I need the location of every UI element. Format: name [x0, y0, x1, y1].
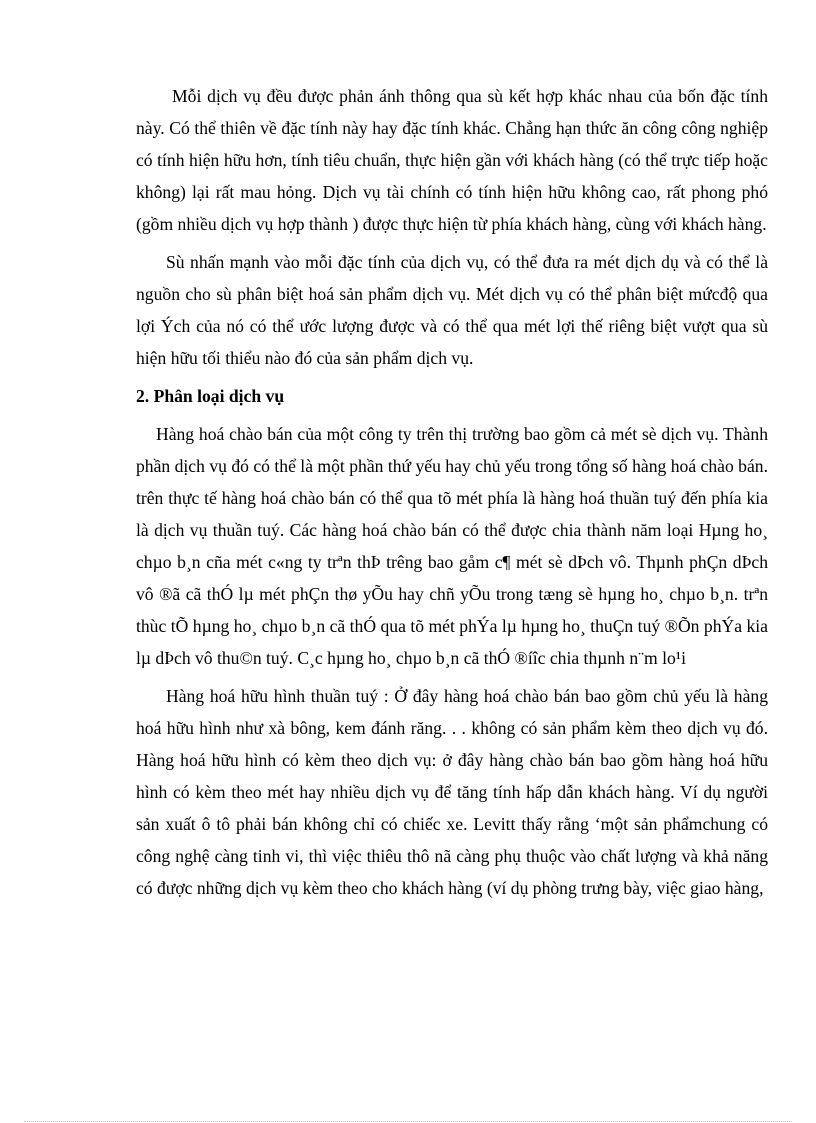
paragraph-goods-offering: Hàng hoá chào bán của một công ty trên thị trường bao gồm cả mét sè dịch vụ. Thành phần dịch vụ đó có thể là một phần thứ yếu hay chủ yếu trong tổng số hàng hoá chào bán. trên thực tế hàng hoá chào bán có thể qua tõ mét phía là hàng hoá thuần tuý đến phía kia là dịch vụ thuần tuý. Các hàng hoá chào bán có thể được chia thành năm loại Hµng ho¸ chµo b¸n cña mét c«ng ty trªn thÞ trêng bao gåm c¶ mét sè dÞch vô. Thµnh phÇn dÞch vô ®ã cã thÓ lµ mét phÇn thø yÕu hay chñ yÕu trong tæng sè hµng ho¸ chµo b¸n. trªn thùc tÕ hµng ho¸ chµo b¸n cã thÓ qua tõ mét phÝa lµ hµng ho¸ thuÇn tuý ®Õn phÝa kia lµ dÞch vô thu©n tuý. C¸c hµng ho¸ chµo b¸n cã thÓ ®íîc chia thµnh n¨m lo¹i	[136, 424, 768, 668]
section-heading: 2. Phân loại dịch vụ	[136, 386, 285, 406]
paragraph-service-characteristics: Mỗi dịch vụ đều được phản ánh thông qua sù kết hợp khác nhau của bốn đặc tính này. Có thể thiên về đặc tính này hay đặc tính khác. Chẳng hạn thức ăn công công nghiệp có tính hiện hữu hơn, tính tiêu chuẩn, thực hiện gần với khách hàng (có thể trực tiếp hoặc không) lại rất mau hỏng. Dịch vụ tài chính có tính hiện hữu không cao, rất phong phó (gồm nhiều dịch vụ hợp thành ) được thực hiện từ phía khách hàng, cùng với khách hàng.	[136, 86, 768, 234]
document-body	[136, 80, 768, 910]
page-bottom-divider	[24, 1121, 792, 1122]
paragraph-tangible-goods: Hàng hoá hữu hình thuần tuý : Ở đây hàng hoá chào bán bao gồm chủ yếu là hàng hoá hữu hình như xà bông, kem đánh răng. . . không có sản phẩm kèm theo dịch vụ đó. Hàng hoá hữu hình có kèm theo dịch vụ: ở đây hàng chào bán bao gồm hàng hoá hữu hình có kèm theo mét hay nhiều dịch vụ để tăng tính hấp dẫn khách hàng. Ví dụ người sản xuất ô tô phải bán không chỉ có chiếc xe. Levitt thấy rằng ‘một sản phẩmchung có công nghệ càng tinh vi, thì việc thiêu thô nã càng phụ thuộc vào chất lượng và khả năng có được những dịch vụ kèm theo cho khách hàng (ví dụ phòng trưng bày, việc giao hàng,	[136, 686, 768, 898]
paragraph-emphasis-characteristics: Sù nhấn mạnh vào mỗi đặc tính của dịch vụ, có thể đưa ra mét dịch dụ và có thể là nguồn cho sù phân biệt hoá sản phẩm dịch vụ. Mét dịch vụ có thể phân biệt mứcđộ qua lợi Ých của nó có thể ước lượng được và có thể qua mét lợi thế riêng biệt vượt qua sù hiện hữu tối thiểu nào đó của sản phẩm dịch vụ.	[136, 252, 768, 368]
